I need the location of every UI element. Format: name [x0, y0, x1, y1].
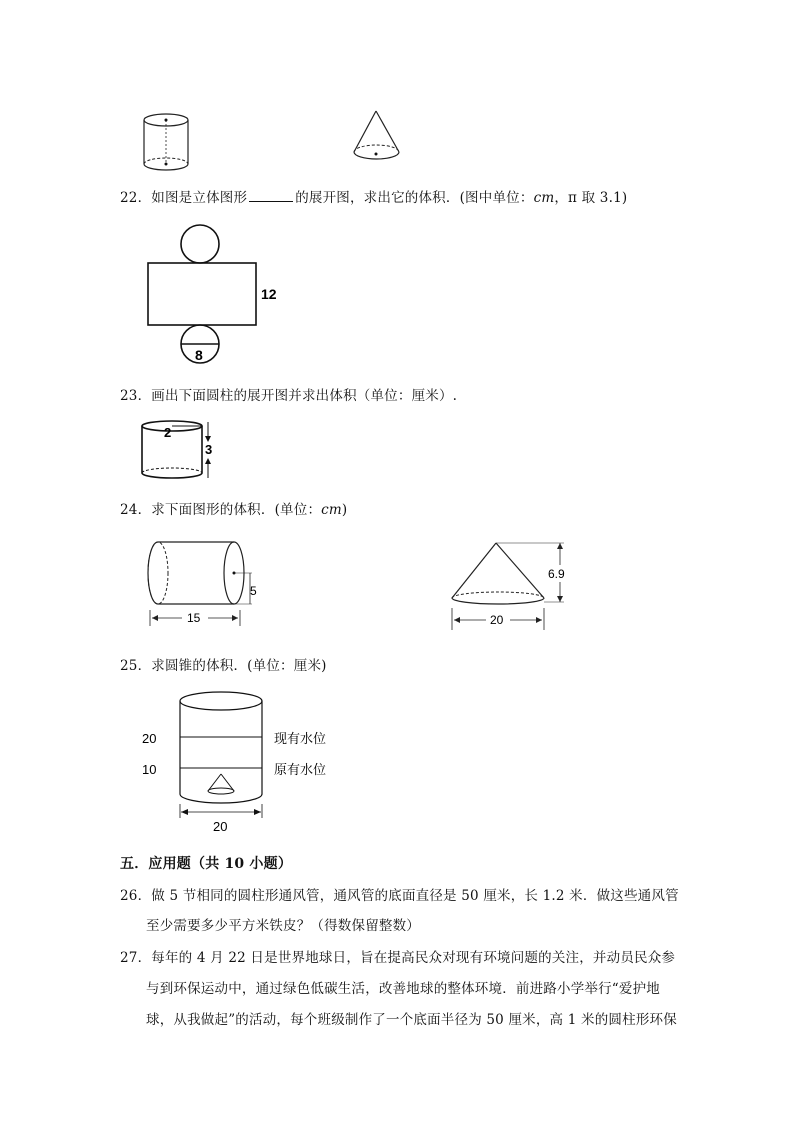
top-cylinder-figure [138, 108, 198, 178]
question-text-end: ) [341, 502, 348, 518]
q23-cylinder-figure [138, 418, 228, 484]
q23-height-label: 3 [205, 442, 213, 457]
question-text: 求圆锥的体积．(单位：厘米) [151, 658, 327, 674]
q25-original-level-label: 原有水位 [274, 762, 327, 777]
q25-width-label: 20 [213, 819, 228, 834]
unit: cm [533, 190, 555, 206]
net-height-label: 12 [261, 286, 277, 302]
q24-cone-diameter-label: 20 [490, 613, 504, 627]
question-text-end: ，π 取 3.1) [554, 190, 628, 206]
question-number: 23． [120, 388, 152, 404]
question-24 [120, 498, 347, 518]
q23-radius-label: 2 [164, 425, 172, 440]
question-number: 24． [120, 502, 152, 518]
net-diameter-label: 8 [195, 347, 203, 363]
question-text: 如图是立体图形 [151, 190, 248, 206]
question-27-line2: 与到环保运动中，通过绿色低碳生活，改善地球的整体环境．前进路小学举行“爱护地 [146, 981, 661, 997]
unit: cm [321, 502, 342, 518]
q25-level-high-label: 20 [142, 731, 157, 746]
question-text-line1: 做 5 节相同的圆柱形通风管，通风管的底面直径是 50 厘米，长 1.2 米．做这些通风管 [151, 888, 679, 904]
question-27 [120, 946, 675, 966]
question-number: 25． [120, 658, 152, 674]
question-23 [120, 384, 457, 404]
q24-lying-cylinder-figure [142, 538, 272, 630]
question-text: 画出下面圆柱的展开图并求出体积（单位：厘米）. [151, 388, 458, 404]
question-26 [120, 884, 679, 904]
q24-cone-height-label: 6.9 [548, 567, 565, 581]
question-27-line3: 球，从我做起”的活动，每个班级制作了一个底面半径为 50 厘米，高 1 米的圆柱形环保 [146, 1012, 677, 1028]
q24-cyl-length-label: 15 [187, 611, 201, 625]
question-text: 求下面图形的体积．(单位： [151, 502, 322, 518]
q24-cyl-radius-label: 5 [250, 584, 257, 598]
cylinder-net-figure [140, 222, 300, 367]
q25-container-figure [140, 688, 340, 838]
question-22 [120, 186, 627, 206]
question-number: 26． [120, 888, 152, 904]
q24-cone-figure [444, 538, 574, 634]
top-cone-figure [348, 108, 408, 166]
question-26-line2: 至少需要多少平方米铁皮？（得数保留整数） [146, 918, 420, 934]
question-number: 27． [120, 950, 152, 966]
section-title: 五．应用题（共 10 小题） [120, 856, 293, 872]
question-25 [120, 654, 327, 674]
question-text-cont: 的展开图，求出它的体积．(图中单位： [295, 190, 534, 206]
q25-level-low-label: 10 [142, 762, 157, 777]
answer-blank[interactable] [249, 189, 293, 202]
question-text-line1: 每年的 4 月 22 日是世界地球日，旨在提高民众对现有环境问题的关注，并动员民众参 [151, 950, 676, 966]
q25-current-level-label: 现有水位 [274, 731, 327, 746]
question-number: 22． [120, 190, 152, 206]
